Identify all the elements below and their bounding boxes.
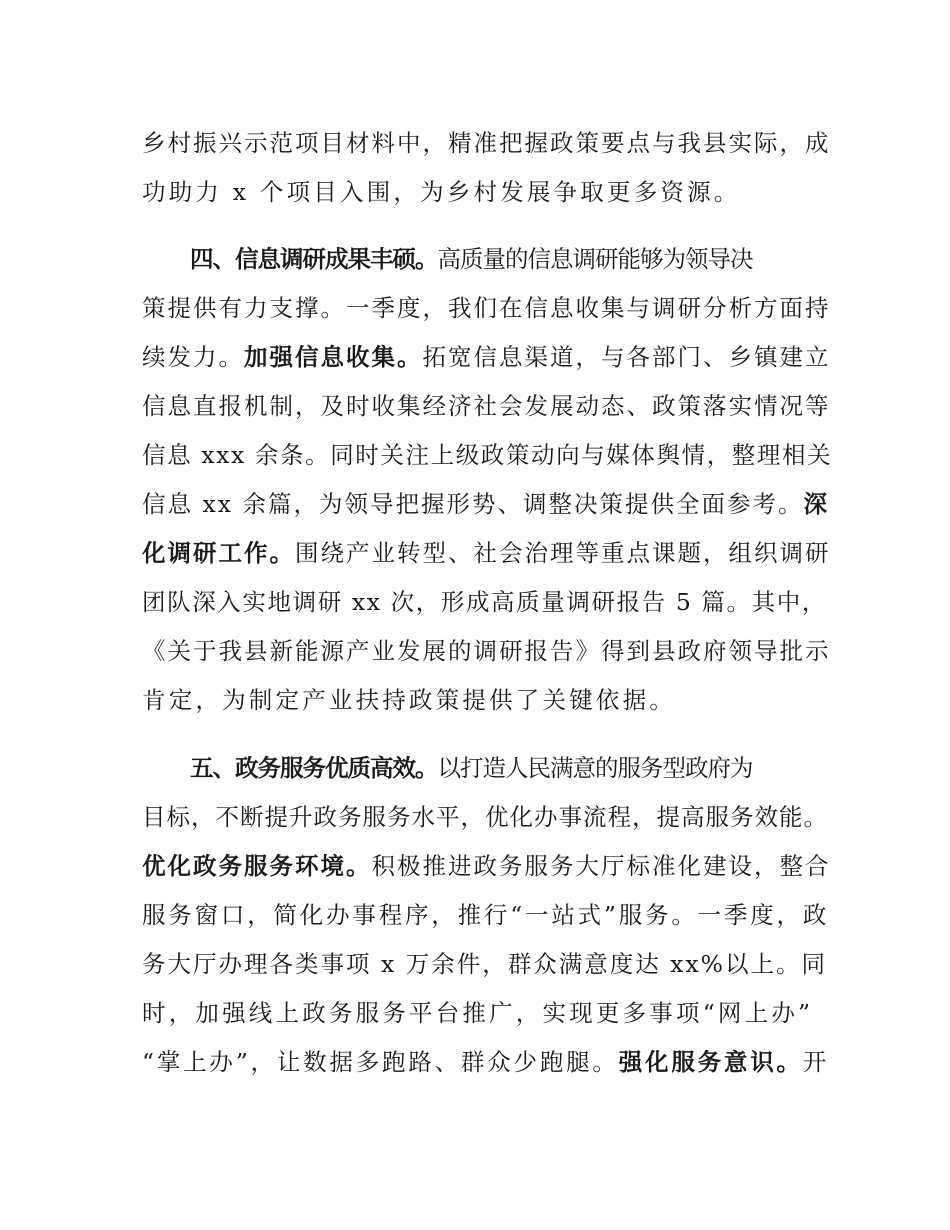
text-run: 《关于我县新能源产业发展的调研报告》得到县政府领导批示 <box>142 637 831 665</box>
text-run: 续发力。 <box>142 343 244 371</box>
text-run: 策提供有力支撑。一季度，我们在信息收集与调研分析方面持 <box>142 294 831 322</box>
paragraph-line <box>142 685 822 715</box>
text-run: 务大厅办理各类事项 x 万余件，群众满意度达 xx%以上。同 <box>142 950 827 978</box>
paragraph-line <box>142 391 831 421</box>
bold-subheading: 深 <box>803 490 829 518</box>
paragraph-line <box>142 587 827 617</box>
paragraph-line <box>142 293 831 323</box>
paragraph-line <box>142 851 831 881</box>
bold-subheading: 化调研工作。 <box>142 539 295 567</box>
text-run: 积极推进政务服务大厅标准化建设，整合 <box>371 852 831 880</box>
paragraph-line <box>142 998 822 1028</box>
text-run: 肯定，为制定产业扶持政策提供了关键依据。 <box>142 686 676 714</box>
bold-subheading: 优化政务服务环境。 <box>142 852 372 880</box>
section-heading: 五、政务服务优质高效。 <box>190 754 438 782</box>
paragraph-line <box>142 538 831 568</box>
text-run: 围绕产业转型、社会治理等重点课题，组织调研 <box>295 539 831 567</box>
paragraph-line <box>142 949 827 979</box>
text-run: “掌上办”，让数据多跑路、群众少跑腿。 <box>142 1048 619 1076</box>
paragraph-line <box>142 900 830 930</box>
paragraph-line <box>142 177 822 207</box>
paragraph-line <box>142 802 828 832</box>
text-run: 团队深入实地调研 xx 次，形成高质量调研报告 5 篇。其中， <box>142 588 827 616</box>
text-run: 功助力 x 个项目入围，为乡村发展争取更多资源。 <box>142 178 741 206</box>
section-heading-line <box>142 753 870 783</box>
text-run: 信息直报机制，及时收集经济社会发展动态、政策落实情况等 <box>142 392 831 420</box>
paragraph-line <box>142 1047 830 1077</box>
paragraph-line <box>142 440 833 470</box>
text-run: 信息 xxx 余条。同时关注上级政策动向与媒体舆情，整理相关 <box>142 441 833 469</box>
paragraph-line <box>142 342 831 372</box>
text-run: 目标，不断提升政务服务水平，优化办事流程，提高服务效能。 <box>142 803 828 831</box>
paragraph-line <box>142 636 831 666</box>
text-run: 时，加强线上政务服务平台推广，实现更多事项“网上办” <box>142 999 814 1027</box>
text-run: 信息 xx 余篇，为领导把握形势、调整决策提供全面参考。 <box>142 490 804 518</box>
text-run: 乡村振兴示范项目材料中，精准把握政策要点与我县实际，成 <box>142 129 831 157</box>
text-run: 高质量的信息调研能够为领导决 <box>437 245 753 273</box>
bold-subheading: 强化服务意识。 <box>618 1048 803 1076</box>
paragraph-line <box>142 128 831 158</box>
text-run: 拓宽信息渠道，与各部门、乡镇建立 <box>422 343 831 371</box>
section-heading-line <box>142 244 870 274</box>
text-run: 以打造人民满意的服务型政府为 <box>437 754 753 782</box>
text-run: 服务窗口，简化办事程序，推行“一站式”服务。一季度，政 <box>142 901 830 929</box>
section-heading: 四、信息调研成果丰硕。 <box>190 245 438 273</box>
text-run: 开 <box>802 1048 830 1076</box>
paragraph-line <box>142 489 829 519</box>
bold-subheading: 加强信息收集。 <box>244 343 423 371</box>
